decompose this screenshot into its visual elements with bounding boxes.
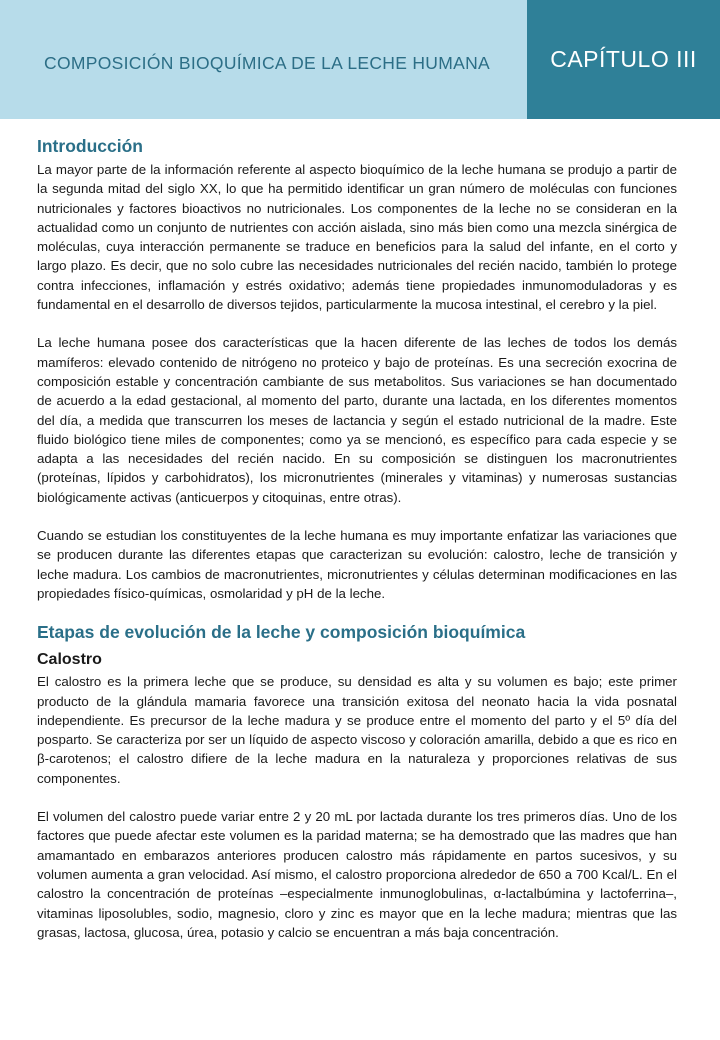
section-heading-introduccion: Introducción — [37, 136, 143, 156]
header-chapter-band — [527, 0, 720, 119]
page-header — [0, 0, 720, 119]
intro-paragraph-3: Cuando se estudian los constituyentes de la leche humana es muy importante enfatizar las variaciones que se producen durante las diferentes etapas que caracterizan su evolución: calostro, leche de transición y leche madura. Los cambios de macronutrientes, micronutrientes y células determinan modificaciones en las propiedades físico-químicas, osmolaridad y pH de la leche. — [37, 528, 677, 601]
header-title-band — [0, 0, 527, 119]
calostro-paragraph-2: El volumen del calostro puede variar entre 2 y 20 mL por lactada durante los tres primeros días. Uno de los factores que puede afectar este volumen es la paridad materna; se ha demostrado que las madres que han amamantado en embarazos anteriores producen calostro más rápidamente en partos sucesivos, y su volumen aumenta a gran velocidad. Así mismo, el calostro proporciona alrededor de 650 a 700 Kcal/L. En el calostro la concentración de proteínas –especialmente inmunoglobulinas, α-lactalbúmina y lactoferrina–, vitaminas liposolubles, sodio, magnesio, cloro y zinc es mayor que en la leche madura; mientras que las grasas, lactosa, glucosa, úrea, potasio y calcio se encuentran a más baja concentración. — [37, 809, 677, 940]
page-content — [37, 133, 677, 942]
subheading-calostro: Calostro — [37, 651, 102, 669]
section-heading-etapas: Etapas de evolución de la leche y composición bioquímica — [37, 622, 526, 643]
calostro-paragraph-1: El calostro es la primera leche que se produce, su densidad es alta y su volumen es bajo; este primer producto de la glándula mamaria favorece una transición exitosa del neonato hacia la vida posnatal independiente. Es precursor de la leche madura y se produce entre el momento del parto y el 5º día del posparto. Se caracteriza por ser un líquido de aspecto viscoso y coloración amarilla, debido a que es rico en β-carotenos; el calostro difiere de la leche madura en la naturaleza y proporciones relativas de sus componentes. — [37, 674, 677, 786]
chapter-label: CAPÍTULO III — [550, 46, 697, 72]
header-title: COMPOSICIÓN BIOQUÍMICA DE LA LECHE HUMANA — [44, 53, 490, 73]
intro-paragraph-1: La mayor parte de la información referente al aspecto bioquímico de la leche humana se produjo a partir de la segunda mitad del siglo XX, lo que ha permitido identificar un gran número de moléculas con funciones nutricionales y factores bioactivos no nutricionales. Los componentes de la leche no se consideran en la actualidad como un conjunto de nutrientes con acción aislada, sino más bien como una mezcla sinérgica de moléculas, cuya interacción permanente se traduce en beneficios para la salud del infante, en el corto y largo plazo. Es decir, que no solo cubre las necesidades nutricionales del recién nacido, también lo protege contra infecciones, inflamación y estrés oxidativo; además tiene propiedades inmunomoduladoras y es fundamental en el desarrollo de diversos tejidos, particularmente la mucosa intestinal, el cerebro y la piel. — [37, 162, 677, 313]
intro-paragraph-2: La leche humana posee dos características que la hacen diferente de las leches de todos los demás mamíferos: elevado contenido de nitrógeno no proteico y bajo de proteínas. Es una secreción exocrina de composición estable y concentración cambiante de sus metabolitos. Sus variaciones se han documentado de acuerdo a la edad gestacional, al momento del parto, durante una lactada, en los diferentes momentos del día, a medida que transcurren los meses de lactancia y según el estado nutricional de la madre. Este fluido biológico tiene miles de componentes; como ya se mencionó, es específico para cada especie y se adapta a las necesidades del recién nacido. En su composición se distinguen los macronutrientes (proteínas, lípidos y carbohidratos), los micronutrientes (minerales y vitaminas) y numerosas sustancias biológicamente activas (anticuerpos y citoquinas, entre otras). — [37, 335, 677, 505]
